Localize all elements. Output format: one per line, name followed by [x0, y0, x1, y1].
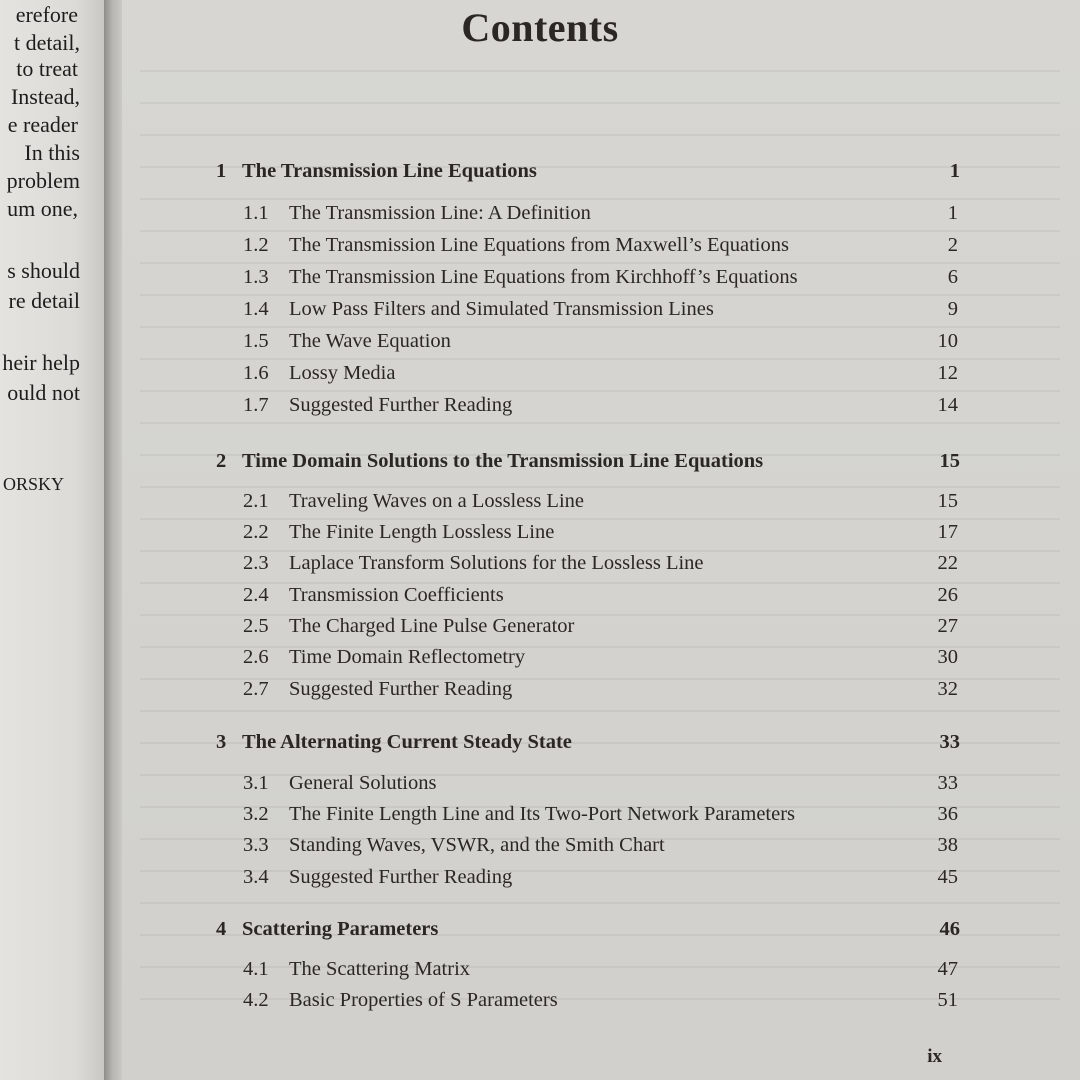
toc-entry: [243, 646, 958, 676]
section-page: 47: [937, 958, 958, 980]
section-title: The Finite Length Line and Its Two-Port Network Parameters: [289, 803, 796, 825]
chapter-page: 15: [939, 450, 960, 472]
chapter-title: Scattering Parameters: [242, 918, 439, 940]
chapter-heading: [216, 731, 960, 761]
toc-entry: [243, 490, 958, 520]
section-number: 4.2: [243, 989, 269, 1011]
left-page-line: Instead,: [10, 84, 80, 109]
left-page-line: In this: [24, 140, 80, 165]
chapter-number: 1: [216, 160, 227, 182]
section-number: 3.4: [243, 866, 269, 888]
section-page: 10: [937, 330, 958, 352]
toc-entry: [243, 202, 958, 232]
toc-entry: [243, 266, 958, 296]
toc-entry: [243, 552, 958, 582]
section-page: 14: [937, 394, 958, 416]
left-page-line: um one,: [7, 196, 78, 221]
chapter-heading: [216, 160, 960, 190]
section-page: 12: [937, 362, 958, 384]
section-title: Suggested Further Reading: [289, 394, 513, 416]
left-page-line: s should: [7, 258, 80, 283]
toc-entry: [243, 362, 958, 392]
toc-entry: [243, 615, 958, 645]
section-page: 45: [937, 866, 958, 888]
chapter-number: 3: [216, 731, 227, 753]
section-title: The Transmission Line Equations from Maxwell’s Equations: [289, 234, 789, 256]
section-number: 1.4: [243, 298, 269, 320]
left-page-line: ould not: [7, 380, 80, 405]
section-title: Basic Properties of S Parameters: [289, 989, 558, 1011]
left-page-line: e reader: [7, 112, 78, 137]
section-number: 1.1: [243, 202, 269, 224]
section-page: 1: [947, 202, 958, 224]
left-page-line: erefore: [15, 2, 78, 27]
section-page: 32: [937, 678, 958, 700]
section-number: 2.1: [243, 490, 269, 512]
toc-entry: [243, 866, 958, 896]
toc-entry: [243, 803, 958, 833]
section-title: The Charged Line Pulse Generator: [289, 615, 575, 637]
section-number: 2.6: [243, 646, 269, 668]
chapter-page: 46: [939, 918, 960, 940]
toc-entry: [243, 234, 958, 264]
section-number: 3.3: [243, 834, 269, 856]
toc-entry: [243, 772, 958, 802]
toc-entry: [243, 298, 958, 328]
section-title: General Solutions: [289, 772, 437, 794]
section-number: 2.2: [243, 521, 269, 543]
section-number: 1.2: [243, 234, 269, 256]
toc-entry: [243, 330, 958, 360]
left-page-line: re detail: [8, 288, 80, 313]
section-title: Lossy Media: [289, 362, 396, 384]
section-title: Laplace Transform Solutions for the Lossless Line: [289, 552, 704, 574]
toc-entry: [243, 584, 958, 614]
section-page: 6: [947, 266, 958, 288]
toc-entry: [243, 989, 958, 1019]
section-number: 2.3: [243, 552, 269, 574]
section-number: 2.4: [243, 584, 269, 606]
chapter-number: 4: [216, 918, 227, 940]
toc-entry: [243, 521, 958, 551]
left-page: [0, 0, 108, 1080]
left-page-line: ORSKY: [2, 474, 64, 494]
section-page: 27: [937, 615, 958, 637]
toc-entry: [243, 678, 958, 708]
section-page: 36: [937, 803, 958, 825]
toc-entry: [243, 834, 958, 864]
section-number: 1.7: [243, 394, 269, 416]
section-title: The Scattering Matrix: [289, 958, 471, 980]
section-title: The Transmission Line: A Definition: [289, 202, 591, 224]
section-page: 9: [947, 298, 958, 320]
toc-entry: [243, 958, 958, 988]
section-page: 30: [937, 646, 958, 668]
chapter-heading: [216, 450, 960, 480]
section-title: The Wave Equation: [289, 330, 451, 352]
section-number: 3.2: [243, 803, 269, 825]
chapter-title: Time Domain Solutions to the Transmission Line Equations: [242, 450, 764, 472]
section-title: Traveling Waves on a Lossless Line: [289, 490, 584, 512]
page-title: Contents: [461, 5, 619, 50]
left-page-line: to treat: [16, 56, 78, 81]
chapter-number: 2: [216, 450, 227, 472]
left-page-line: t detail,: [14, 30, 80, 55]
chapter-heading: [216, 918, 960, 948]
section-page: 2: [947, 234, 958, 256]
section-title: Suggested Further Reading: [289, 678, 513, 700]
toc-entry: [243, 394, 958, 424]
section-number: 4.1: [243, 958, 269, 980]
section-page: 33: [937, 772, 958, 794]
section-number: 1.6: [243, 362, 269, 384]
section-title: The Finite Length Lossless Line: [289, 521, 555, 543]
section-number: 1.3: [243, 266, 269, 288]
page-number: ix: [927, 1046, 942, 1067]
chapter-page: 33: [939, 731, 960, 753]
section-page: 17: [937, 521, 958, 543]
section-number: 1.5: [243, 330, 269, 352]
section-page: 38: [937, 834, 958, 856]
section-title: Transmission Coefficients: [289, 584, 504, 606]
left-page-line: heir help: [2, 350, 80, 375]
section-page: 15: [937, 490, 958, 512]
section-title: The Transmission Line Equations from Kirchhoff’s Equations: [289, 266, 798, 288]
section-number: 2.7: [243, 678, 269, 700]
section-number: 2.5: [243, 615, 269, 637]
section-title: Time Domain Reflectometry: [289, 646, 526, 668]
section-page: 22: [937, 552, 958, 574]
section-page: 51: [937, 989, 958, 1011]
chapter-page: 1: [949, 160, 960, 182]
section-title: Low Pass Filters and Simulated Transmission Lines: [289, 298, 714, 320]
section-title: Standing Waves, VSWR, and the Smith Chart: [289, 834, 665, 856]
section-page: 26: [937, 584, 958, 606]
chapter-title: The Transmission Line Equations: [242, 160, 537, 182]
section-title: Suggested Further Reading: [289, 866, 513, 888]
section-number: 3.1: [243, 772, 269, 794]
chapter-title: The Alternating Current Steady State: [242, 731, 572, 753]
left-page-line: problem: [6, 168, 80, 193]
